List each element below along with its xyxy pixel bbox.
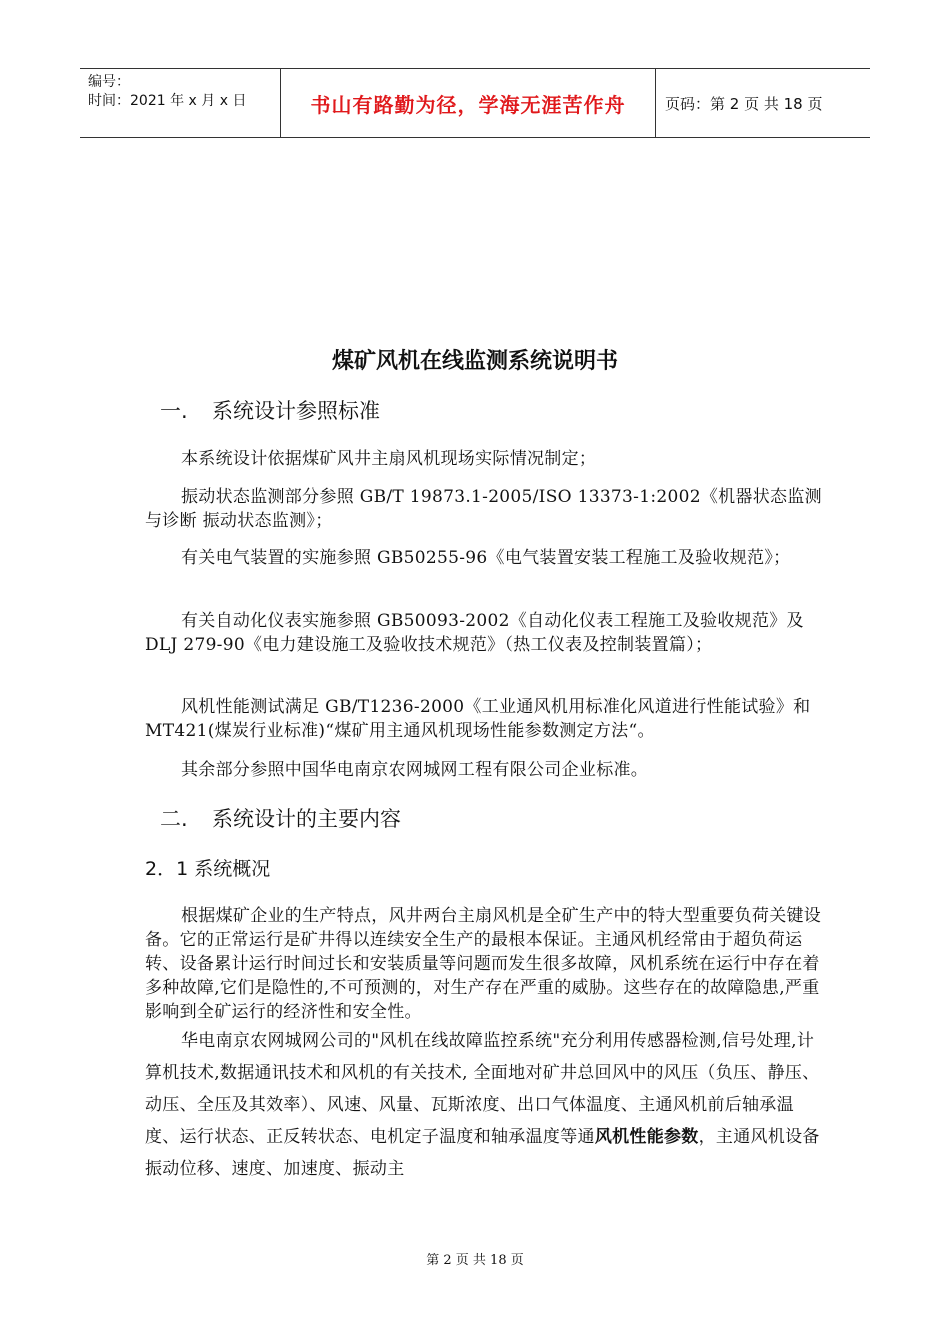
section-2-paragraph: 根据煤矿企业的生产特点，风井两台主扇风机是全矿生产中的特大型重要负荷关键设备。它的正常运行是矿井得以连续安全生产的最根本保证。主通风机经常由于超负荷运转、设备累计运行时间过长和安装质量等问题而发生很多故障，风机系统在运行中存在着多种故障,它们是隐性的,不可预测的，对生产存在严重的威胁。这些存在的故障隐患,严重影响到全矿运行的经济性和安全性。 [145,906,822,1022]
section-1-paragraph: 其余部分参照中国华电南京农网城网工程有限公司企业标准。 [181,760,649,780]
section-2-paragraph [145,1025,825,1185]
doc-date-label: 时间：2021 年 x 月 x 日 [88,93,247,109]
header-meta [80,69,281,137]
document-title: 煤矿风机在线监测系统说明书 [331,349,618,374]
header-page-info: 页码：第 2 页 共 18 页 [665,94,823,113]
section-1-number: 一. [160,399,188,423]
section-1-paragraph: 风机性能测试满足 GB/T1236-2000《工业通风机用标准化风道进行性能试验》和 MT421(煤炭行业标准)“煤矿用主通风机现场性能参数测定方法“。 [145,697,811,741]
section-1-heading [160,395,380,425]
doc-number-label: 编号： [88,74,130,90]
paragraph-text: 华电南京农网城网公司的"风机在线故障监控系统"充分利用传感器检测,信号处理,计算机技术,数据通讯技术和风机的有关技术, 全面地对矿井总回风中的风压（负压、静压、动压、全压及其效率）、风速、风量、瓦斯浓度、出口气体温度、主通风机前后轴承温度、运行状态、正反转状态、电机定子温度和轴承温度等通 [145,1031,820,1147]
emphasis-text: 风机性能参数 [594,1127,699,1147]
page-header [80,68,870,138]
section-1-title: 系统设计参照标准 [212,399,380,423]
section-2-title: 系统设计的主要内容 [212,807,401,831]
section-2-heading [160,803,401,833]
subsection-2-1-heading: 2．1 系统概况 [145,858,271,880]
section-1-paragraph: 振动状态监测部分参照 GB/T 19873.1-2005/ISO 13373-1:2002《机器状态监测与诊断 振动状态监测》； [145,487,822,531]
section-1-paragraph: 本系统设计依据煤矿风井主扇风机现场实际情况制定； [181,449,597,469]
page-footer: 第 2 页 共 18 页 [426,1253,524,1268]
paragraph-text: ，主通风机设备振动位移、速度、加速度、振动主 [145,1127,820,1179]
section-2-number: 二. [160,807,188,831]
section-1-paragraph: 有关电气装置的实施参照 GB50255-96《电气装置安装工程施工及验收规范》； [181,548,791,568]
header-motto: 书山有路勤为径，学海无涯苦作舟 [281,69,656,137]
section-1-paragraph: 有关自动化仪表实施参照 GB50093-2002《自动化仪表工程施工及验收规范》及 DLJ 279-90《电力建设施工及验收技术规范》（热工仪表及控制装置篇）； [145,611,804,655]
